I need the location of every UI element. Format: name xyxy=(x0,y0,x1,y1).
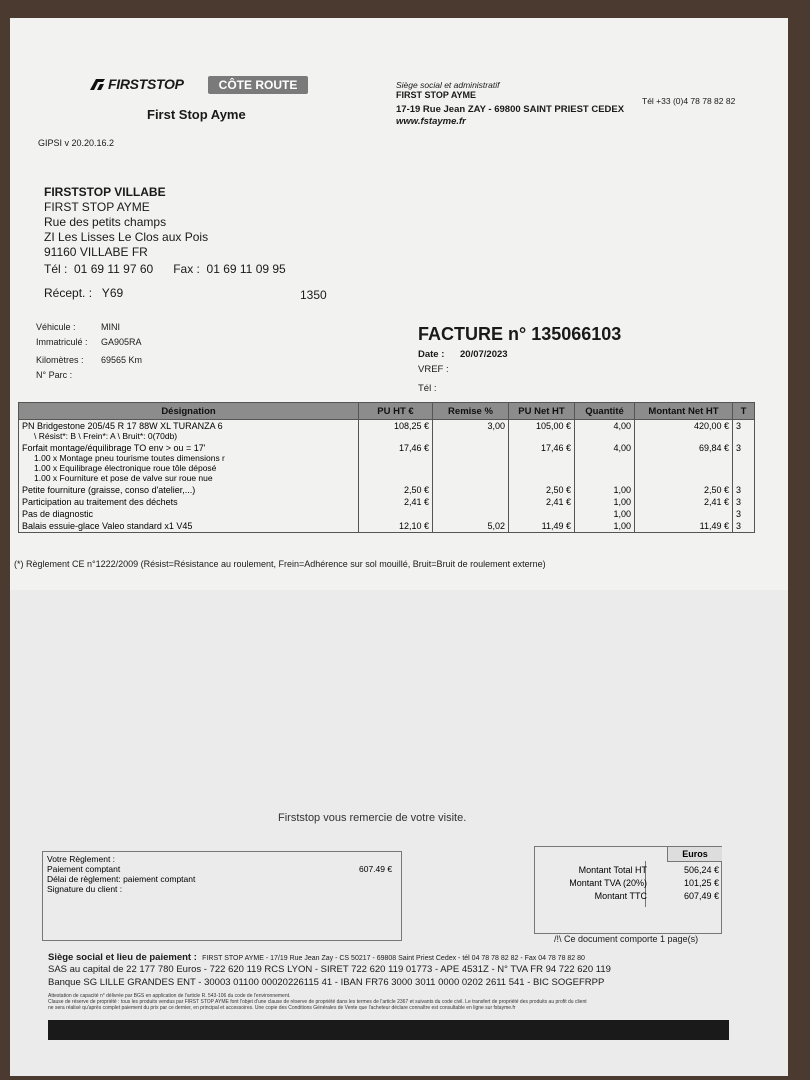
item-amount: 69,84 € xyxy=(635,442,733,484)
item-unit-price: 2,41 € xyxy=(359,496,433,508)
item-discount xyxy=(433,496,509,508)
header-tax-code: T xyxy=(733,403,755,420)
header-designation: Désignation xyxy=(19,403,359,420)
item-designation: Balais essuie-glace Valeo standard x1 V45 xyxy=(19,520,359,533)
footer-legal-1: Attestation de capacité n° délivrée par BGS en application de l'article R. 543-106 du code de l'environnement. xyxy=(48,993,291,999)
items-table xyxy=(18,402,755,533)
payment-box xyxy=(42,851,402,941)
client-phone-fax: Tél : 01 69 11 97 60 Fax : 01 69 11 09 95 xyxy=(44,262,286,276)
invoice-title: FACTURE n° 135066103 xyxy=(418,324,622,344)
total-vat-label: Montant TVA (20%) xyxy=(569,878,647,888)
table-row xyxy=(19,508,755,520)
header-net-amount: Montant Net HT xyxy=(635,403,733,420)
mileage-value: 69565 Km xyxy=(101,355,143,365)
item-net-price: 2,50 € xyxy=(509,484,575,496)
hq-label: Siège social et administratif xyxy=(396,80,500,90)
item-net-price: 17,46 € xyxy=(509,442,575,484)
table-header-row xyxy=(19,403,755,420)
brand-name: First Stop Ayme xyxy=(147,107,246,122)
tel-label: Tél : xyxy=(418,383,437,394)
footer-legal-3: ne sera réalisé qu'après complet paiement du prix par ce dernier, en principal et accessoires. Une copie des Conditions Générales de Vente que l'acheteur déclare connaître est consultable en ligne sur fstayme.fr xyxy=(48,1005,516,1011)
footer-bank-info: Banque SG LILLE GRANDES ENT - 30003 01100 00020226115 41 - IBAN FR76 3000 3011 0000 0202 2611 541 - BIC SOGEFRPP xyxy=(48,977,605,988)
total-ttc-label: Montant TTC xyxy=(594,891,647,901)
item-net-price xyxy=(509,508,575,520)
item-quantity: 1,00 xyxy=(575,508,635,520)
item-tax: 3 xyxy=(733,520,755,533)
item-designation: Forfait montage/équilibrage TO env > ou = 17' 1.00 x Montage pneu tourisme toutes dimensions r 1.00 x Equilibrage électronique roue tôle déposé 1.00 x Fourniture et pose de valve sur roue nue xyxy=(19,442,359,484)
client-city: 91160 VILLABE FR xyxy=(44,245,148,259)
client-company: FIRST STOP AYME xyxy=(44,200,150,214)
item-amount: 2,41 € xyxy=(635,496,733,508)
table-row xyxy=(19,484,755,496)
item-net-price: 11,49 € xyxy=(509,520,575,533)
vehicle-label: Véhicule : xyxy=(36,322,76,332)
firststop-swoosh-icon xyxy=(88,77,106,91)
footer-hq: Siège social et lieu de paiement : FIRST STOP AYME - 17/19 Rue Jean Zay - CS 50217 - 69808 Saint Priest Cedex - tél 04 78 78 82 82 - Fax 04 78 78 82 80 xyxy=(48,952,585,963)
vehicle-value: MINI xyxy=(101,322,120,332)
mileage-label: Kilomètres : xyxy=(36,355,84,365)
footer-legal-2: Clause de réserve de propriété : tous les produits vendus par FIRST STOP AYME font l'objet d'une clause de réserve de propriété dans les termes de l'article 2367 et suivants du code civil. Le transfert de propriété des produits au profit du client xyxy=(48,999,587,1005)
client-zone: ZI Les Lisses Le Clos aux Pois xyxy=(44,230,209,244)
totals-box xyxy=(534,846,722,934)
item-discount xyxy=(433,442,509,484)
payment-delay: Délai de règlement: paiement comptant xyxy=(47,874,196,884)
reception-code: Récept. : Y69 xyxy=(44,286,124,300)
currency-header: Euros xyxy=(667,847,722,862)
item-tax: 3 xyxy=(733,508,755,520)
item-designation: Participation au traitement des déchets xyxy=(19,496,359,508)
item-designation: Petite fourniture (graisse, conso d'atelier,...) xyxy=(19,484,359,496)
hq-address: 17-19 Rue Jean ZAY - 69800 SAINT PRIEST CEDEX xyxy=(396,104,625,115)
item-quantity: 1,00 xyxy=(575,520,635,533)
hq-name: FIRST STOP AYME xyxy=(396,90,477,100)
item-amount xyxy=(635,508,733,520)
total-vat-value: 101,25 € xyxy=(683,878,719,888)
table-row xyxy=(19,520,755,533)
page-count-note: /!\ Ce document comporte 1 page(s) xyxy=(554,934,699,944)
hq-phone: Tél +33 (0)4 78 78 82 82 xyxy=(642,96,736,106)
regulation-note: (*) Règlement CE n°1222/2009 (Résist=Résistance au roulement, Frein=Adhérence sur sol mouillé, Bruit=Bruit de roulement externe) xyxy=(14,559,546,569)
item-unit-price: 2,50 € xyxy=(359,484,433,496)
vref-label: VREF : xyxy=(418,364,449,375)
footer-company-info: SAS au capital de 22 177 780 Euros - 722 620 119 RCS LYON - SIRET 722 620 119 01773 - APE 4531Z - N° TVA FR 94 722 620 119 xyxy=(48,964,611,975)
table-row xyxy=(19,496,755,508)
payment-amount: 607.49 € xyxy=(359,864,393,874)
item-net-price: 105,00 € xyxy=(509,420,575,443)
item-unit-price: 108,25 € xyxy=(359,420,433,443)
item-amount: 11,49 € xyxy=(635,520,733,533)
payment-method: Paiement comptant xyxy=(47,864,121,874)
item-amount: 2,50 € xyxy=(635,484,733,496)
plate-value: GA905RA xyxy=(101,337,142,347)
header-quantity: Quantité xyxy=(575,403,635,420)
item-designation: Pas de diagnostic xyxy=(19,508,359,520)
total-ht-value: 506,24 € xyxy=(683,865,719,875)
item-quantity: 4,00 xyxy=(575,442,635,484)
item-net-price: 2,41 € xyxy=(509,496,575,508)
firststop-logo xyxy=(88,76,184,92)
item-tax: 3 xyxy=(733,484,755,496)
plate-label: Immatriculé : xyxy=(36,337,88,347)
software-version: GIPSI v 20.20.16.2 xyxy=(38,138,115,148)
item-amount: 420,00 € xyxy=(635,420,733,443)
item-discount: 3,00 xyxy=(433,420,509,443)
item-tax: 3 xyxy=(733,442,755,484)
total-ttc-value: 607,49 € xyxy=(683,891,719,901)
invoice-paper xyxy=(10,18,788,1076)
item-unit-price: 17,46 € xyxy=(359,442,433,484)
client-street: Rue des petits champs xyxy=(44,215,167,229)
header-unit-price: PU HT € xyxy=(359,403,433,420)
reception-number: 1350 xyxy=(300,288,327,302)
date-label: Date : xyxy=(418,349,445,360)
fleet-label: N° Parc : xyxy=(36,370,73,380)
signature-label: Signature du client : xyxy=(47,884,123,894)
item-tax: 3 xyxy=(733,496,755,508)
item-discount xyxy=(433,484,509,496)
header-net-price: PU Net HT xyxy=(509,403,575,420)
item-unit-price: 12,10 € xyxy=(359,520,433,533)
table-row xyxy=(19,420,755,443)
item-tax: 3 xyxy=(733,420,755,443)
thanks-message: Firststop vous remercie de votre visite. xyxy=(278,812,467,824)
item-designation: PN Bridgestone 205/45 R 17 88W XL TURANZA 6 \ Résist*: B \ Frein*: A \ Bruit*: 0(70db) xyxy=(19,420,359,443)
item-discount: 5,02 xyxy=(433,520,509,533)
logo-text: FIRSTSTOP xyxy=(108,76,184,92)
item-quantity: 4,00 xyxy=(575,420,635,443)
item-quantity: 1,00 xyxy=(575,496,635,508)
invoice-date: 20/07/2023 xyxy=(460,349,508,360)
table-row xyxy=(19,442,755,484)
total-ht-label: Montant Total HT xyxy=(578,865,647,875)
header-discount: Remise % xyxy=(433,403,509,420)
item-discount xyxy=(433,508,509,520)
item-quantity: 1,00 xyxy=(575,484,635,496)
client-name: FIRSTSTOP VILLABE xyxy=(44,185,166,199)
payment-title: Votre Règlement : xyxy=(47,854,116,864)
item-unit-price xyxy=(359,508,433,520)
footer-bar xyxy=(48,1020,729,1040)
cote-route-logo: CÔTE ROUTE xyxy=(208,76,308,94)
hq-website: www.fstayme.fr xyxy=(396,116,466,127)
